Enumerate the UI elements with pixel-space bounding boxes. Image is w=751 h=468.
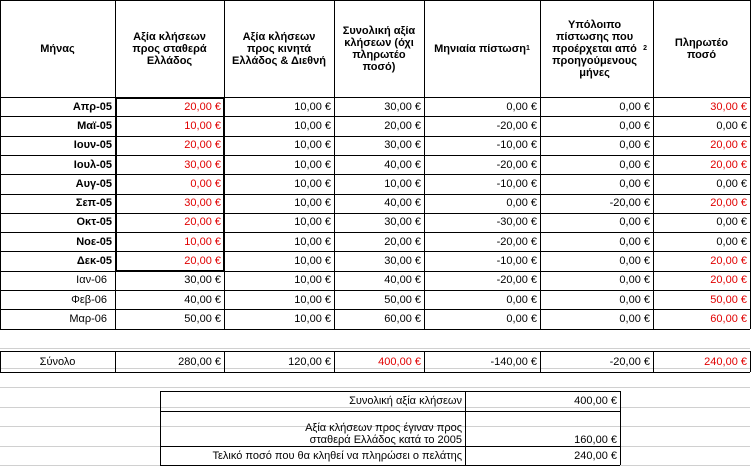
value-cell[interactable]: 0,00 € bbox=[619, 177, 650, 190]
value-cell[interactable]: 10,00 € bbox=[294, 119, 331, 132]
column-border bbox=[224, 351, 225, 372]
value-cell[interactable]: 20,00 € bbox=[384, 119, 421, 132]
value-cell[interactable]: 30,00 € bbox=[184, 158, 221, 171]
value-cell[interactable]: 60,00 € bbox=[384, 312, 421, 325]
selection-outline bbox=[115, 97, 225, 272]
column-header[interactable]: Μηνιαία πίστωση 1 bbox=[434, 42, 530, 55]
totals-value[interactable]: 240,00 € bbox=[704, 355, 747, 368]
value-cell[interactable]: 30,00 € bbox=[184, 274, 221, 287]
value-cell[interactable]: 10,00 € bbox=[184, 235, 221, 248]
value-cell[interactable]: -20,00 € bbox=[496, 119, 537, 132]
value-cell[interactable]: 20,00 € bbox=[384, 235, 421, 248]
value-cell[interactable]: 20,00 € bbox=[710, 255, 747, 268]
value-cell[interactable]: 0,00 € bbox=[619, 119, 650, 132]
totals-bottom-border bbox=[0, 372, 750, 373]
value-cell[interactable]: 20,00 € bbox=[710, 197, 747, 210]
month-cell[interactable]: Φεβ-06 bbox=[71, 293, 107, 306]
value-cell[interactable]: 30,00 € bbox=[384, 139, 421, 152]
value-cell[interactable]: 10,00 € bbox=[294, 216, 331, 229]
column-header[interactable]: Υπόλοιπο πίστωσης που προέρχεται από προηγούμενους μήνες 2 bbox=[552, 18, 647, 79]
value-cell[interactable]: 0,00 € bbox=[619, 274, 650, 287]
value-cell[interactable]: 20,00 € bbox=[184, 216, 221, 229]
column-header[interactable]: Αξία κλήσεων προς σταθερά Ελλάδος bbox=[132, 30, 207, 67]
column-border bbox=[334, 0, 335, 329]
value-cell[interactable]: 50,00 € bbox=[710, 293, 747, 306]
column-header[interactable]: Συνολική αξία κλήσεων (όχι πληρωτέο ποσό) bbox=[342, 24, 416, 73]
value-cell[interactable]: 60,00 € bbox=[710, 312, 747, 325]
month-cell[interactable]: Οκτ-05 bbox=[76, 216, 112, 229]
column-border bbox=[334, 351, 335, 372]
value-cell[interactable]: 30,00 € bbox=[384, 216, 421, 229]
value-cell[interactable]: 50,00 € bbox=[384, 293, 421, 306]
summary-label[interactable]: Συνολική αξία κλήσεων bbox=[349, 395, 462, 407]
month-cell[interactable]: Νοε-05 bbox=[76, 235, 112, 248]
totals-value[interactable]: 280,00 € bbox=[178, 355, 221, 368]
summary-value[interactable]: 400,00 € bbox=[574, 395, 617, 407]
value-cell[interactable]: 20,00 € bbox=[184, 255, 221, 268]
value-cell[interactable]: 40,00 € bbox=[384, 197, 421, 210]
month-cell[interactable]: Μαϊ-05 bbox=[77, 119, 112, 132]
month-cell[interactable]: Αυγ-05 bbox=[75, 177, 112, 190]
value-cell[interactable]: 0,00 € bbox=[506, 100, 537, 113]
value-cell[interactable]: 0,00 € bbox=[506, 293, 537, 306]
value-cell[interactable]: 0,00 € bbox=[506, 197, 537, 210]
value-cell[interactable]: 0,00 € bbox=[619, 312, 650, 325]
gridline bbox=[0, 348, 750, 349]
month-cell[interactable]: Μαρ-06 bbox=[69, 312, 107, 325]
value-cell[interactable]: 10,00 € bbox=[294, 235, 331, 248]
month-cell[interactable]: Απρ-05 bbox=[72, 100, 112, 113]
value-cell[interactable]: 10,00 € bbox=[294, 158, 331, 171]
value-cell[interactable]: -10,00 € bbox=[496, 177, 537, 190]
value-cell[interactable]: 0,00 € bbox=[619, 293, 650, 306]
value-cell[interactable]: 0,00 € bbox=[619, 235, 650, 248]
value-cell[interactable]: 0,00 € bbox=[506, 312, 537, 325]
value-cell[interactable]: -20,00 € bbox=[496, 158, 537, 171]
summary-border bbox=[620, 391, 621, 465]
month-cell[interactable]: Ιουν-05 bbox=[73, 139, 112, 152]
column-border bbox=[540, 0, 541, 329]
column-border bbox=[653, 0, 654, 329]
value-cell[interactable]: -10,00 € bbox=[496, 255, 537, 268]
summary-border bbox=[160, 465, 620, 466]
value-cell[interactable]: 10,00 € bbox=[294, 177, 331, 190]
summary-label[interactable]: Αξία κλήσεων προς έγιναν προς σταθερά Ελλάδος κατά το 2005 bbox=[305, 422, 462, 446]
column-border bbox=[0, 0, 1, 329]
value-cell[interactable]: 0,00 € bbox=[190, 177, 221, 190]
totals-value[interactable]: -20,00 € bbox=[609, 355, 650, 368]
column-border bbox=[115, 351, 116, 372]
value-cell[interactable]: -30,00 € bbox=[496, 216, 537, 229]
summary-border bbox=[160, 391, 161, 465]
summary-value[interactable]: 160,00 € bbox=[574, 434, 617, 446]
value-cell[interactable]: 20,00 € bbox=[710, 274, 747, 287]
summary-border bbox=[160, 391, 620, 392]
summary-border bbox=[465, 391, 466, 465]
summary-border bbox=[160, 411, 620, 412]
value-cell[interactable]: 0,00 € bbox=[716, 119, 747, 132]
totals-label[interactable]: Σύνολο bbox=[39, 355, 76, 368]
header-bottom-border bbox=[0, 97, 750, 98]
value-cell[interactable]: 0,00 € bbox=[716, 177, 747, 190]
totals-value[interactable]: -140,00 € bbox=[490, 355, 537, 368]
summary-border bbox=[160, 446, 620, 447]
value-cell[interactable]: 0,00 € bbox=[619, 139, 650, 152]
month-cell[interactable]: Ιαν-06 bbox=[76, 274, 107, 287]
value-cell[interactable]: 40,00 € bbox=[384, 158, 421, 171]
month-cell[interactable]: Δεκ-05 bbox=[76, 255, 112, 268]
column-border bbox=[424, 0, 425, 329]
value-cell[interactable]: 10,00 € bbox=[294, 139, 331, 152]
value-cell[interactable]: 20,00 € bbox=[184, 100, 221, 113]
value-cell[interactable]: 20,00 € bbox=[184, 139, 221, 152]
value-cell[interactable]: 30,00 € bbox=[384, 100, 421, 113]
value-cell[interactable]: 20,00 € bbox=[710, 158, 747, 171]
column-border bbox=[424, 351, 425, 372]
summary-value[interactable]: 240,00 € bbox=[574, 449, 617, 462]
totals-value[interactable]: 400,00 € bbox=[378, 355, 421, 368]
column-border bbox=[540, 351, 541, 372]
totals-value[interactable]: 120,00 € bbox=[288, 355, 331, 368]
value-cell[interactable]: 30,00 € bbox=[710, 100, 747, 113]
value-cell[interactable]: 10,00 € bbox=[184, 119, 221, 132]
value-cell[interactable]: 50,00 € bbox=[184, 312, 221, 325]
value-cell[interactable]: 10,00 € bbox=[294, 293, 331, 306]
value-cell[interactable]: 20,00 € bbox=[710, 139, 747, 152]
month-cell[interactable]: Ιουλ-05 bbox=[73, 158, 112, 171]
value-cell[interactable]: 40,00 € bbox=[184, 293, 221, 306]
value-cell[interactable]: 0,00 € bbox=[619, 100, 650, 113]
gridline bbox=[0, 387, 750, 388]
value-cell[interactable]: 30,00 € bbox=[184, 197, 221, 210]
header-top-border bbox=[0, 0, 750, 1]
value-cell[interactable]: 40,00 € bbox=[384, 274, 421, 287]
value-cell[interactable]: 10,00 € bbox=[384, 177, 421, 190]
column-header[interactable]: Μήνας bbox=[40, 42, 75, 55]
column-border bbox=[653, 351, 654, 372]
month-cell[interactable]: Σεπ-05 bbox=[75, 197, 112, 210]
value-cell[interactable]: 10,00 € bbox=[294, 197, 331, 210]
value-cell[interactable]: 10,00 € bbox=[294, 312, 331, 325]
column-border bbox=[0, 351, 1, 372]
value-cell[interactable]: 0,00 € bbox=[619, 158, 650, 171]
value-cell[interactable]: 10,00 € bbox=[294, 274, 331, 287]
value-cell[interactable]: 10,00 € bbox=[294, 255, 331, 268]
value-cell[interactable]: 0,00 € bbox=[619, 255, 650, 268]
value-cell[interactable]: 0,00 € bbox=[619, 216, 650, 229]
row-border bbox=[0, 329, 750, 330]
value-cell[interactable]: -20,00 € bbox=[496, 235, 537, 248]
value-cell[interactable]: 30,00 € bbox=[384, 255, 421, 268]
value-cell[interactable]: 10,00 € bbox=[294, 100, 331, 113]
value-cell[interactable]: -10,00 € bbox=[496, 139, 537, 152]
value-cell[interactable]: 0,00 € bbox=[716, 235, 747, 248]
value-cell[interactable]: -20,00 € bbox=[496, 274, 537, 287]
value-cell[interactable]: -20,00 € bbox=[609, 197, 650, 210]
summary-label[interactable]: Τελικό ποσό που θα κληθεί να πληρώσει ο πελάτης bbox=[212, 449, 462, 462]
column-header[interactable]: Αξία κλήσεων προς κινητά Ελλάδος & Διεθνή bbox=[232, 30, 326, 67]
column-header[interactable]: Πληρωτέο ποσό bbox=[674, 36, 729, 61]
totals-top-border bbox=[0, 351, 750, 352]
value-cell[interactable]: 0,00 € bbox=[716, 216, 747, 229]
